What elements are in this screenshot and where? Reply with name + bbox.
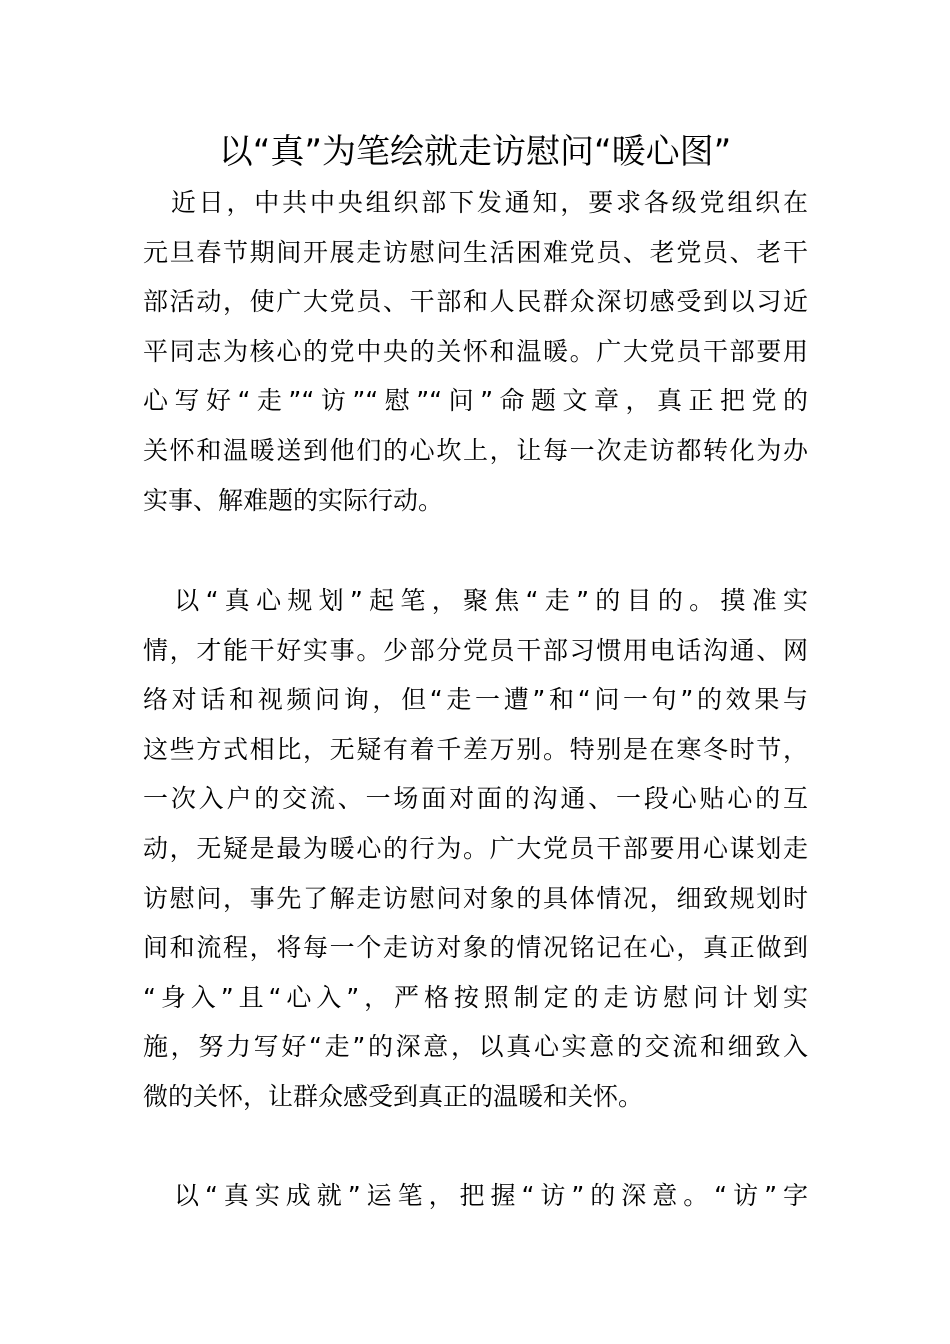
paragraph-1 <box>143 178 808 525</box>
paragraph-line: “身入”且“心入”，严格按照制定的走访慰问计划实 <box>143 982 808 1012</box>
paragraph-line: 元旦春节期间开展走访慰问生活困难党员、老党员、老干 <box>143 237 808 267</box>
document-title: 以“真”为笔绘就走访慰问“暖心图” <box>218 132 732 172</box>
paragraph-line: 施，努力写好“走”的深意，以真心实意的交流和细致入 <box>143 1032 808 1062</box>
paragraph-line: 关怀和温暖送到他们的心坎上，让每一次走访都转化为办 <box>143 435 808 465</box>
paragraph-line: 一次入户的交流、一场面对面的沟通、一段心贴心的互 <box>143 784 808 814</box>
paragraph-line: 间和流程，将每一个走访对象的情况铭记在心，真正做到 <box>143 933 808 963</box>
paragraph-line: 情，才能干好实事。少部分党员干部习惯用电话沟通、网 <box>143 635 808 665</box>
paragraph-line: 络对话和视频问询，但“走一遭”和“问一句”的效果与 <box>143 685 808 715</box>
paragraph-line: 平同志为核心的党中央的关怀和温暖。广大党员干部要用 <box>143 336 808 366</box>
paragraph-3 <box>143 1171 808 1221</box>
paragraph-line: 动，无疑是最为暖心的行为。广大党员干部要用心谋划走 <box>143 833 808 863</box>
paragraph-line: 以“真心规划”起笔，聚焦“走”的目的。摸准实 <box>143 586 808 615</box>
paragraph-line: 心写好“走”“访”“慰”“问”命题文章，真正把党的 <box>143 386 808 416</box>
paragraph-line: 近日，中共中央组织部下发通知，要求各级党组织在 <box>143 188 808 217</box>
paragraph-line: 以“真实成就”运笔，把握“访”的深意。“访”字 <box>143 1181 808 1210</box>
paragraph-line: 访慰问，事先了解走访慰问对象的具体情况，细致规划时 <box>143 883 808 913</box>
paragraph-line: 实事、解难题的实际行动。 <box>143 485 444 515</box>
paragraph-line: 这些方式相比，无疑有着千差万别。特别是在寒冬时节， <box>143 734 808 764</box>
paragraph-2 <box>143 576 808 1122</box>
paragraph-line: 微的关怀，让群众感受到真正的温暖和关怀。 <box>143 1081 644 1111</box>
paragraph-line: 部活动，使广大党员、干部和人民群众深切感受到以习近 <box>143 287 808 317</box>
